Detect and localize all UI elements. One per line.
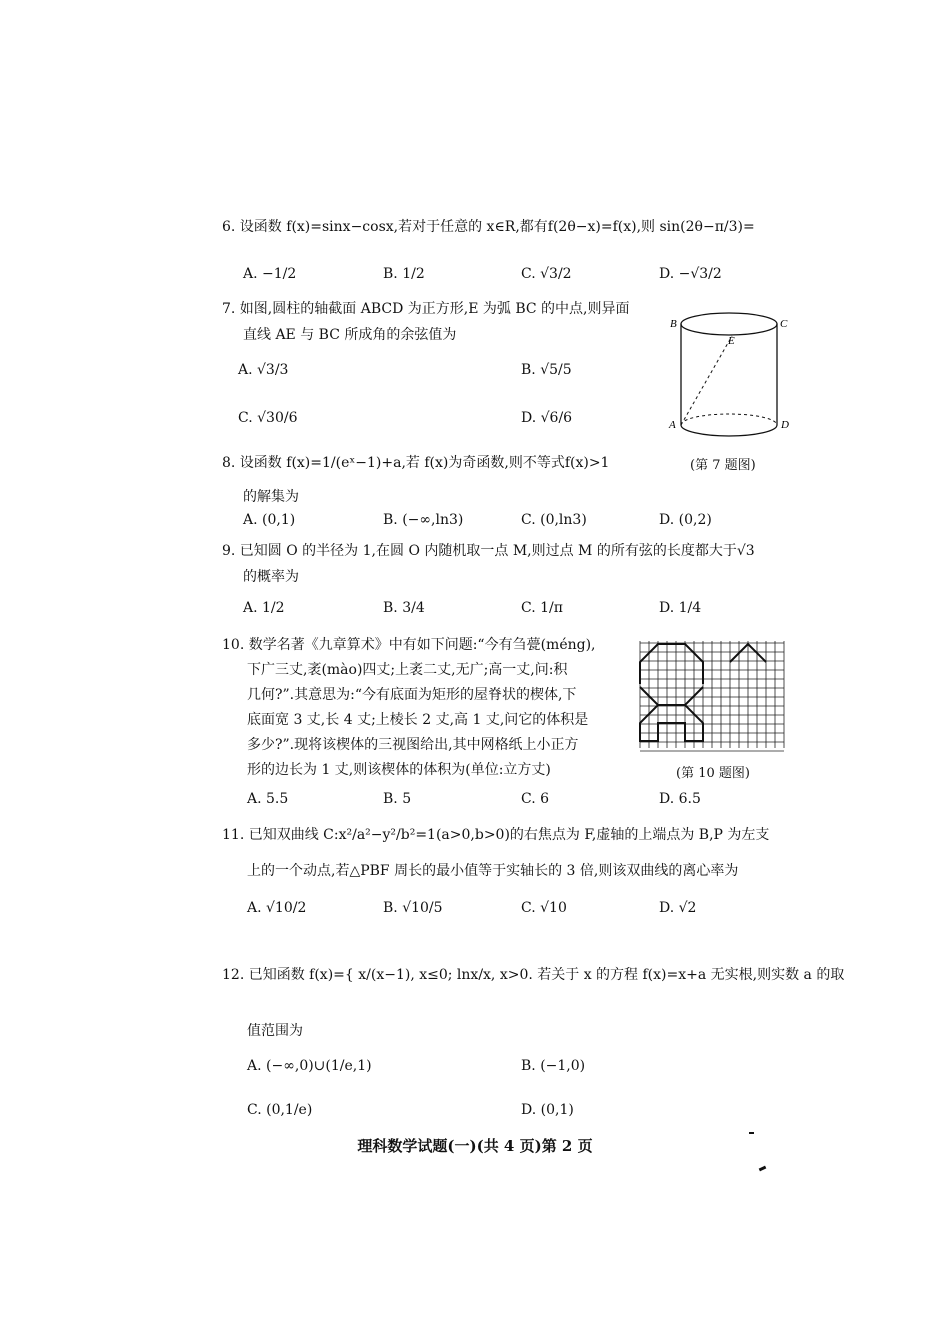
question-8-option-c: C. (0,ln3) <box>521 512 587 528</box>
question-12-stem-line-2: 值范围为 <box>247 1023 303 1039</box>
question-12-option-d: D. (0,1) <box>521 1102 574 1118</box>
question-10-stem-line-1: 10. 数学名著《九章算术》中有如下问题:“今有刍甍(méng), <box>222 637 596 653</box>
cylinder-bottom-front-arc <box>681 425 777 436</box>
three-view-grid-figure <box>636 640 790 752</box>
question-6-option-b: B. 1/2 <box>383 266 425 282</box>
question-6-option-d: D. −√3/2 <box>659 266 722 282</box>
question-11-option-b: B. √10/5 <box>383 900 443 916</box>
figure-10-caption: (第 10 题图) <box>676 766 750 781</box>
question-11-option-a: A. √10/2 <box>247 900 307 916</box>
question-9-stem-line-1: 9. 已知圆 O 的半径为 1,在圆 O 内随机取一点 M,则过点 M 的所有弦的长度都大于√3 <box>222 543 755 559</box>
question-7-option-c: C. √30/6 <box>238 410 298 426</box>
question-7-stem-line-2: 直线 AE 与 BC 所成角的余弦值为 <box>243 327 457 343</box>
question-11-option-d: D. √2 <box>659 900 697 916</box>
question-7-stem-line-1: 7. 如图,圆柱的轴截面 ABCD 为正方形,E 为弧 BC 的中点,则异面 <box>222 301 630 317</box>
question-9-option-a: A. 1/2 <box>243 600 285 616</box>
question-7-option-b: B. √5/5 <box>521 362 572 378</box>
front-view-outline <box>640 644 703 684</box>
question-10-stem-line-5: 多少?”.现将该楔体的三视图给出,其中网格纸上小正方 <box>247 737 579 753</box>
question-8-option-b: B. (−∞,ln3) <box>383 512 464 528</box>
question-8-stem-line-2: 的解集为 <box>243 489 299 505</box>
question-9-option-d: D. 1/4 <box>659 600 702 616</box>
question-11-stem-line-2: 上的一个动点,若△PBF 周长的最小值等于实轴长的 3 倍,则该双曲线的离心率为 <box>247 863 739 879</box>
scan-speck <box>749 1132 754 1134</box>
question-8-option-d: D. (0,2) <box>659 512 712 528</box>
question-8-option-a: A. (0,1) <box>243 512 296 528</box>
question-9-option-c: C. 1/π <box>521 600 563 616</box>
question-10-stem-line-6: 形的边长为 1 丈,则该楔体的体积为(单位:立方丈) <box>247 762 551 778</box>
question-9-stem-line-2: 的概率为 <box>243 569 299 585</box>
question-8-stem-line-1: 8. 设函数 f(x)=1/(eˣ−1)+a,若 f(x)为奇函数,则不等式f(x)>1 <box>222 455 610 471</box>
page-footer: 理科数学试题(一)(共 4 页)第 2 页 <box>357 1137 593 1155</box>
cylinder-figure <box>664 308 794 453</box>
question-11-option-c: C. √10 <box>521 900 567 916</box>
question-6-stem: 6. 设函数 f(x)=sinx−cosx,若对于任意的 x∈R,都有f(2θ−x)=f(x),则 sin(2θ−π/3)= <box>222 219 755 235</box>
question-9-option-b: B. 3/4 <box>383 600 425 616</box>
question-12-stem-line-1: 12. 已知函数 f(x)={ x/(x−1), x≤0; lnx/x, x>0. 若关于 x 的方程 f(x)=x+a 无实根,则实数 a 的取 <box>222 967 845 983</box>
question-7-option-d: D. √6/6 <box>521 410 573 426</box>
segment-ae <box>681 336 732 425</box>
question-6-option-a: A. −1/2 <box>243 266 297 282</box>
question-6-option-c: C. √3/2 <box>521 266 572 282</box>
question-10-option-a: A. 5.5 <box>247 791 289 807</box>
question-12-option-b: B. (−1,0) <box>521 1058 586 1074</box>
question-10-option-d: D. 6.5 <box>659 791 701 807</box>
question-10-option-b: B. 5 <box>383 791 412 807</box>
figure-7-caption: (第 7 题图) <box>690 458 756 473</box>
cylinder-top-ellipse <box>681 313 777 335</box>
figure-label-a: A <box>669 419 676 431</box>
figure-label-b: B <box>670 318 677 330</box>
scan-speck <box>759 1166 767 1172</box>
cylinder-bottom-back-arc <box>681 414 777 425</box>
figure-label-c: C <box>780 318 788 330</box>
question-10-stem-line-4: 底面宽 3 丈,长 4 丈;上棱长 2 丈,高 1 丈,问它的体积是 <box>247 712 589 728</box>
question-12-option-a: A. (−∞,0)∪(1/e,1) <box>247 1058 372 1074</box>
question-11-stem-line-1: 11. 已知双曲线 C:x²/a²−y²/b²=1(a>0,b>0)的右焦点为 F,虚轴的上端点为 B,P 为左支 <box>222 827 770 843</box>
figure-label-e: E <box>728 335 735 347</box>
figure-label-d: D <box>781 419 789 431</box>
question-10-stem-line-3: 几何?”.其意思为:“今有底面为矩形的屋脊状的楔体,下 <box>247 687 577 703</box>
question-12-option-c: C. (0,1/e) <box>247 1102 313 1118</box>
question-10-option-c: C. 6 <box>521 791 550 807</box>
question-7-option-a: A. √3/3 <box>238 362 289 378</box>
question-10-stem-line-2: 下广三丈,袤(mào)四丈;上袤二丈,无广;高一丈,问:积 <box>247 662 568 678</box>
